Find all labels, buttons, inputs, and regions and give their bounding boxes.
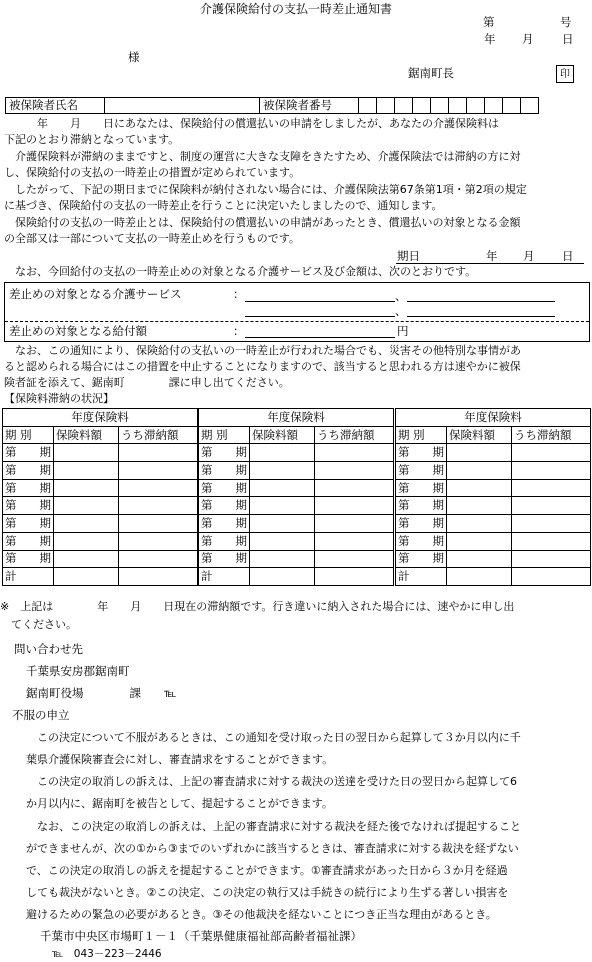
arrears-cell[interactable]	[119, 532, 198, 550]
table-row	[396, 444, 591, 462]
body-p5: なお、今回給付の支払の一時差止めの対象となる介護サービス及び金額は、次のとおりです。	[4, 265, 477, 278]
arrears-cell[interactable]	[315, 550, 394, 568]
deadline-year: 年	[486, 249, 498, 263]
appeal3-line1: なお、この決定の取消しの訴えは、上記の審査請求に対する裁決を経た後でなければ提起すること	[26, 820, 521, 833]
recipient-suffix: 様	[128, 50, 140, 64]
premium-cell[interactable]	[250, 515, 315, 533]
arrears-cell[interactable]	[315, 444, 394, 462]
appeal-address: 千葉市中央区市場町１－１（千葉県健康福祉部高齢者福祉課）	[40, 929, 362, 943]
insured-number-digit[interactable]	[449, 98, 467, 114]
premium-cell[interactable]	[250, 479, 315, 497]
period-cell: 第 期	[396, 550, 447, 568]
insured-number-label: 被保険者番号	[260, 98, 359, 114]
deadline-day: 日	[562, 249, 574, 263]
total-row	[199, 568, 394, 586]
premium-cell[interactable]	[447, 532, 512, 550]
arrears-cell[interactable]	[512, 515, 591, 533]
table-row	[396, 497, 591, 515]
premium-cell[interactable]	[250, 444, 315, 462]
insured-number-digit[interactable]	[359, 98, 377, 114]
body-p2-line1: 介護保険料が滞納のままですと、制度の運営に大きな支障をきたすため、介護保険法では滞納の方に対	[4, 150, 521, 163]
body-p4-line2: の全部又は一部について支払の一時差止めを行うものです。	[4, 232, 300, 245]
premium-cell[interactable]	[447, 462, 512, 480]
insured-name-field[interactable]	[105, 98, 260, 114]
body-p4-line1: 保険給付の支払の一時差止とは、保険給付の償還払いの申請があったとき、償還払いの対象となる金額	[4, 216, 521, 229]
body-p3-line1: したがって、下記の期日までに保険料が納付されない場合には、介護保険法第67条第1項・第2項の規定	[4, 183, 527, 196]
date-year: 年	[484, 32, 496, 46]
arrears-cell[interactable]	[119, 462, 198, 480]
body-p2-line2: し、保険給付の支払の一時差止の措置が定められています。	[4, 166, 301, 179]
appeal3-line3: で、この決定の取消しの訴えを提起することができます。①審査請求があった日から３か月を経過	[26, 864, 508, 877]
number-prefix: 第	[483, 15, 495, 29]
arrears-cell[interactable]	[119, 444, 198, 462]
appeal-phone: ℡ 043－223－2446	[52, 948, 162, 960]
total-label: 計	[199, 568, 250, 586]
document-title: 介護保険給付の支払一時差止通知書	[199, 2, 392, 16]
period-cell: 第 期	[396, 462, 447, 480]
service-comma-2: 、	[395, 304, 407, 318]
arrears-total-cell[interactable]	[512, 568, 591, 586]
appeal3-line2: ができませんが、次の①から③までのいずれかに該当するときは、審査請求に対する裁決を経ずない	[26, 842, 519, 855]
arrears-cell[interactable]	[119, 550, 198, 568]
period-cell: 第 期	[3, 462, 54, 480]
premium-total-cell[interactable]	[250, 568, 315, 586]
table-row	[3, 497, 198, 515]
appeal1-line1: この決定について不服があるときは、この通知を受け取った日の翌日から起算して３か月以内に千	[26, 731, 521, 744]
premium-cell[interactable]	[54, 479, 119, 497]
number-suffix: 号	[560, 15, 572, 29]
table-row	[3, 515, 198, 533]
date-month: 月	[522, 32, 534, 46]
arrears-cell[interactable]	[119, 515, 198, 533]
insured-number-digit[interactable]	[485, 98, 503, 114]
body-p3-line2: に基づき、保険給付の支払の一時差止を行うことに決定いたしましたので、通知します。	[4, 199, 443, 212]
total-row	[3, 568, 198, 586]
service-field-2[interactable]	[407, 287, 555, 302]
table-row	[199, 515, 394, 533]
premium-cell[interactable]	[447, 497, 512, 515]
arrears-cell[interactable]	[315, 515, 394, 533]
contact-org-2: 鋸南町役場 課 ℡	[26, 686, 177, 700]
insured-number-digit[interactable]	[413, 98, 431, 114]
period-cell: 第 期	[3, 444, 54, 462]
as-of-note-line1: ※ 上記は 年 月 日現在の滞納額です。行き違いに納入された場合には、速やかに申し出	[0, 600, 515, 613]
appeal-heading: 不服の申立	[12, 708, 70, 722]
period-cell: 第 期	[199, 550, 250, 568]
table-row	[396, 462, 591, 480]
arrears-cell[interactable]	[315, 532, 394, 550]
period-cell: 第 期	[199, 444, 250, 462]
premium-cell[interactable]	[250, 532, 315, 550]
period-cell: 第 期	[3, 532, 54, 550]
arrears-cell[interactable]	[315, 479, 394, 497]
table-row	[396, 479, 591, 497]
period-cell: 第 期	[396, 444, 447, 462]
arrears-cell[interactable]	[315, 462, 394, 480]
as-of-note-line2: てください。	[0, 618, 77, 631]
arrears-total-cell[interactable]	[315, 568, 394, 586]
appeal2-line1: この決定の取消しの訴えは、上記の審査請求に対する裁決の送達を受けた日の翌日から起算して6	[26, 775, 517, 788]
deadline-underline	[396, 263, 584, 264]
body-p1-line1: 年 月 日にあなたは、保険給付の償還払いの申請をしましたが、あなたの介護保険料は	[4, 117, 499, 130]
deadline-label: 期日	[397, 249, 420, 263]
table-row	[3, 532, 198, 550]
premium-cell[interactable]	[447, 444, 512, 462]
arrears-header: うち滞納額	[512, 426, 591, 444]
table-row	[396, 515, 591, 533]
arrears-cell[interactable]	[512, 462, 591, 480]
period-cell: 第 期	[199, 479, 250, 497]
notice-line3: 険者証を添えて、鋸南町 課に申し出てください。	[4, 376, 290, 389]
premium-total-cell[interactable]	[447, 568, 512, 586]
arrears-cell[interactable]	[512, 479, 591, 497]
premium-cell[interactable]	[54, 444, 119, 462]
period-cell: 第 期	[3, 479, 54, 497]
service-field-4[interactable]	[407, 302, 555, 317]
table-row	[396, 550, 591, 568]
notice-line2: ると認められる場合にはこの措置を中止することになりますので、該当すると思われる方は速やかに被保	[4, 360, 521, 373]
period-header: 期 別	[199, 426, 250, 444]
sender-name: 鋸南町長	[408, 66, 454, 80]
status-heading: 【保険料滞納の状況】	[4, 392, 114, 405]
payment-table	[198, 408, 394, 586]
payment-table	[395, 408, 591, 586]
total-label: 計	[3, 568, 54, 586]
period-cell: 第 期	[199, 497, 250, 515]
amount-field[interactable]	[245, 323, 395, 338]
insured-number-digit[interactable]	[467, 98, 485, 114]
premium-header: 保険料額	[250, 426, 315, 444]
appeal1-line2: 葉県介護保険審査会に対し、審査請求をすることができます。	[26, 753, 334, 766]
arrears-total-cell[interactable]	[119, 568, 198, 586]
service-field-3[interactable]	[245, 302, 395, 317]
table-row	[3, 479, 198, 497]
table-row	[3, 462, 198, 480]
total-label: 計	[396, 568, 447, 586]
insured-number-digit[interactable]	[395, 98, 413, 114]
premium-cell[interactable]	[447, 479, 512, 497]
amount-label: 差止めの対象となる給付額	[9, 324, 147, 338]
table-row	[199, 479, 394, 497]
arrears-cell[interactable]	[512, 532, 591, 550]
service-label: 差止めの対象となる介護サービス	[9, 287, 182, 301]
premium-cell[interactable]	[54, 532, 119, 550]
period-cell: 第 期	[396, 532, 447, 550]
appeal2-line2: か月以内に、鋸南町を被告として、提起することができます。	[26, 797, 333, 810]
appeal3-line5: 避けるための緊急の必要があるとき。③その他裁決を経ないことにつき正当な理由があるとき。	[26, 908, 497, 921]
period-cell: 第 期	[3, 515, 54, 533]
premium-cell[interactable]	[54, 462, 119, 480]
period-cell: 第 期	[3, 497, 54, 515]
yen-unit: 円	[397, 324, 409, 338]
notice-line1: なお、この通知により、保険給付の支払いの一時差止が行われた場合でも、災害その他特別な事情があ	[4, 344, 521, 357]
period-header: 期 別	[396, 426, 447, 444]
insured-number-digit[interactable]	[503, 98, 521, 114]
arrears-cell[interactable]	[119, 497, 198, 515]
dashed-divider	[5, 321, 589, 322]
premium-cell[interactable]	[54, 515, 119, 533]
service-field-1[interactable]	[245, 287, 395, 302]
arrears-cell[interactable]	[119, 479, 198, 497]
service-colon: ：	[233, 287, 245, 301]
premium-cell[interactable]	[250, 550, 315, 568]
period-cell: 第 期	[199, 532, 250, 550]
insured-number-digit[interactable]	[377, 98, 395, 114]
premium-cell[interactable]	[250, 462, 315, 480]
table-row	[396, 532, 591, 550]
table-row	[199, 532, 394, 550]
service-comma-1: 、	[395, 289, 407, 303]
contact-heading: 問い合わせ先	[14, 642, 83, 656]
arrears-header: うち滞納額	[119, 426, 198, 444]
arrears-cell[interactable]	[512, 444, 591, 462]
period-cell: 第 期	[396, 479, 447, 497]
insured-number-digit[interactable]	[431, 98, 449, 114]
appeal3-line4: しても裁決がないとき。②この決定、この決定の執行又は手続きの続行により生ずる著しい損害を	[26, 886, 509, 899]
period-cell: 第 期	[199, 462, 250, 480]
fiscal-year-header: 年度保険料	[396, 409, 591, 427]
arrears-cell[interactable]	[512, 497, 591, 515]
total-row	[396, 568, 591, 586]
table-row	[199, 444, 394, 462]
fiscal-year-header: 年度保険料	[199, 409, 394, 427]
seal-mark: 印	[556, 65, 574, 83]
period-cell: 第 期	[396, 497, 447, 515]
arrears-cell[interactable]	[512, 550, 591, 568]
payment-table	[2, 408, 198, 586]
premium-header: 保険料額	[447, 426, 512, 444]
amount-colon: ：	[233, 324, 245, 338]
premium-cell[interactable]	[447, 515, 512, 533]
period-cell: 第 期	[199, 515, 250, 533]
period-cell: 第 期	[396, 515, 447, 533]
period-cell: 第 期	[3, 550, 54, 568]
premium-cell[interactable]	[54, 550, 119, 568]
premium-header: 保険料額	[54, 426, 119, 444]
table-row	[199, 497, 394, 515]
premium-cell[interactable]	[447, 550, 512, 568]
deadline-month: 月	[523, 249, 535, 263]
suspension-box	[4, 282, 590, 342]
date-day: 日	[562, 32, 574, 46]
table-row	[3, 444, 198, 462]
identity-table	[5, 97, 539, 114]
contact-org-1: 千葉県安房郡鋸南町	[26, 664, 130, 678]
premium-cell[interactable]	[250, 497, 315, 515]
period-header: 期 別	[3, 426, 54, 444]
insured-number-digit[interactable]	[521, 98, 539, 114]
table-row	[199, 462, 394, 480]
table-row	[199, 550, 394, 568]
insured-name-label: 被保険者氏名	[6, 98, 105, 114]
body-p1-line2: 下記のとおり滞納となっています。	[4, 133, 180, 146]
arrears-cell[interactable]	[315, 497, 394, 515]
premium-total-cell[interactable]	[54, 568, 119, 586]
arrears-header: うち滞納額	[315, 426, 394, 444]
fiscal-year-header: 年度保険料	[3, 409, 198, 427]
table-row	[3, 550, 198, 568]
premium-cell[interactable]	[54, 497, 119, 515]
